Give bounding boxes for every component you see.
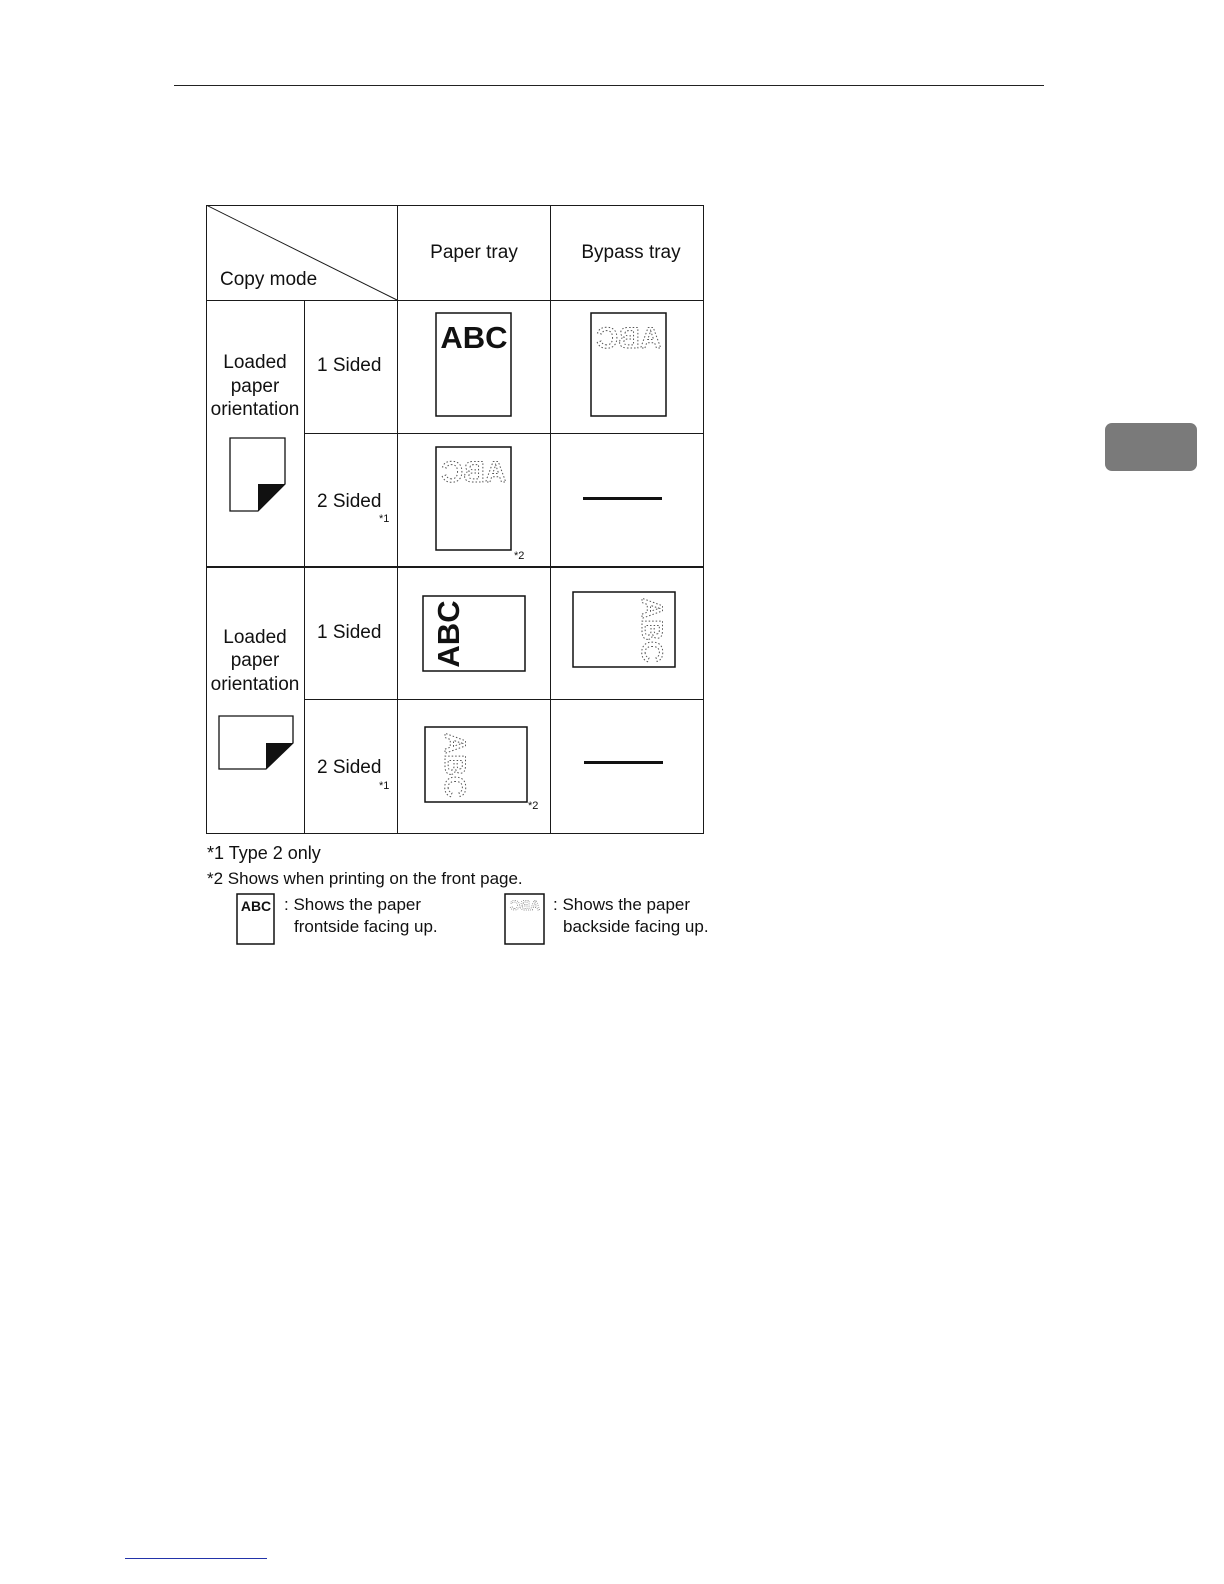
- footnote-2: *2 Shows when printing on the front page.: [207, 869, 523, 888]
- column-header-bypass-tray: Bypass tray: [581, 242, 681, 263]
- not-applicable-dash: [583, 497, 662, 500]
- portrait-paper-front-icon: [435, 312, 513, 418]
- legend-back-text-line1: : Shows the paper: [553, 895, 691, 914]
- landscape-paper-back-icon: [572, 591, 677, 669]
- row-divider-2: [304, 699, 704, 700]
- legend-back-paper-icon: [504, 893, 546, 946]
- svg-text:ABC: ABC: [596, 322, 662, 355]
- mode-footnote-ref: *1: [379, 513, 390, 525]
- portrait-paper-back-icon: [435, 446, 513, 552]
- group-divider: [206, 566, 704, 568]
- svg-text:ABC: ABC: [431, 600, 466, 668]
- column-header-paper-tray: Paper tray: [430, 242, 518, 263]
- cell-footnote-ref: *2: [528, 800, 539, 812]
- portrait-paper-folded-corner-icon: [229, 437, 287, 513]
- legend-front-paper-icon: [236, 893, 276, 946]
- footer-link-rule: [125, 1558, 267, 1559]
- group-label-line: Loaded: [223, 352, 287, 373]
- group-label-line: paper: [230, 376, 280, 397]
- svg-text:ABC: ABC: [240, 898, 272, 914]
- group-label-line: orientation: [210, 674, 300, 695]
- table-border-bottom: [206, 833, 704, 834]
- legend-front-text-line2: frontside facing up.: [294, 917, 438, 936]
- mode-label-2-sided: 2 Sided: [317, 757, 382, 778]
- legend-back-text-line2: backside facing up.: [563, 917, 709, 936]
- group-label-line: Loaded: [223, 627, 287, 648]
- mode-label-1-sided: 1 Sided: [317, 355, 382, 376]
- landscape-paper-back-icon: [424, 726, 529, 804]
- corner-label: Copy mode: [220, 269, 318, 290]
- portrait-paper-back-icon: [590, 312, 668, 418]
- header-rule: [174, 85, 1044, 86]
- landscape-paper-front-icon: [422, 595, 527, 673]
- group-label-line: orientation: [210, 399, 300, 420]
- svg-text:ABC: ABC: [438, 732, 471, 798]
- cell-footnote-ref: *2: [514, 550, 525, 562]
- footnote-1: *1 Type 2 only: [207, 843, 321, 863]
- not-applicable-dash: [584, 761, 663, 764]
- svg-text:ABC: ABC: [635, 597, 668, 663]
- mode-footnote-ref: *1: [379, 780, 390, 792]
- legend-front-text-line1: : Shows the paper: [284, 895, 422, 914]
- mode-label-1-sided: 1 Sided: [317, 622, 382, 643]
- svg-text:ABC: ABC: [441, 456, 507, 489]
- chapter-thumb-tab: [1105, 423, 1197, 471]
- group-label-line: paper: [230, 650, 280, 671]
- mode-label-2-sided: 2 Sided: [317, 491, 382, 512]
- svg-text:ABC: ABC: [440, 320, 508, 355]
- svg-text:ABC: ABC: [509, 897, 541, 913]
- row-divider-1: [304, 433, 704, 434]
- landscape-paper-folded-corner-icon: [218, 715, 296, 771]
